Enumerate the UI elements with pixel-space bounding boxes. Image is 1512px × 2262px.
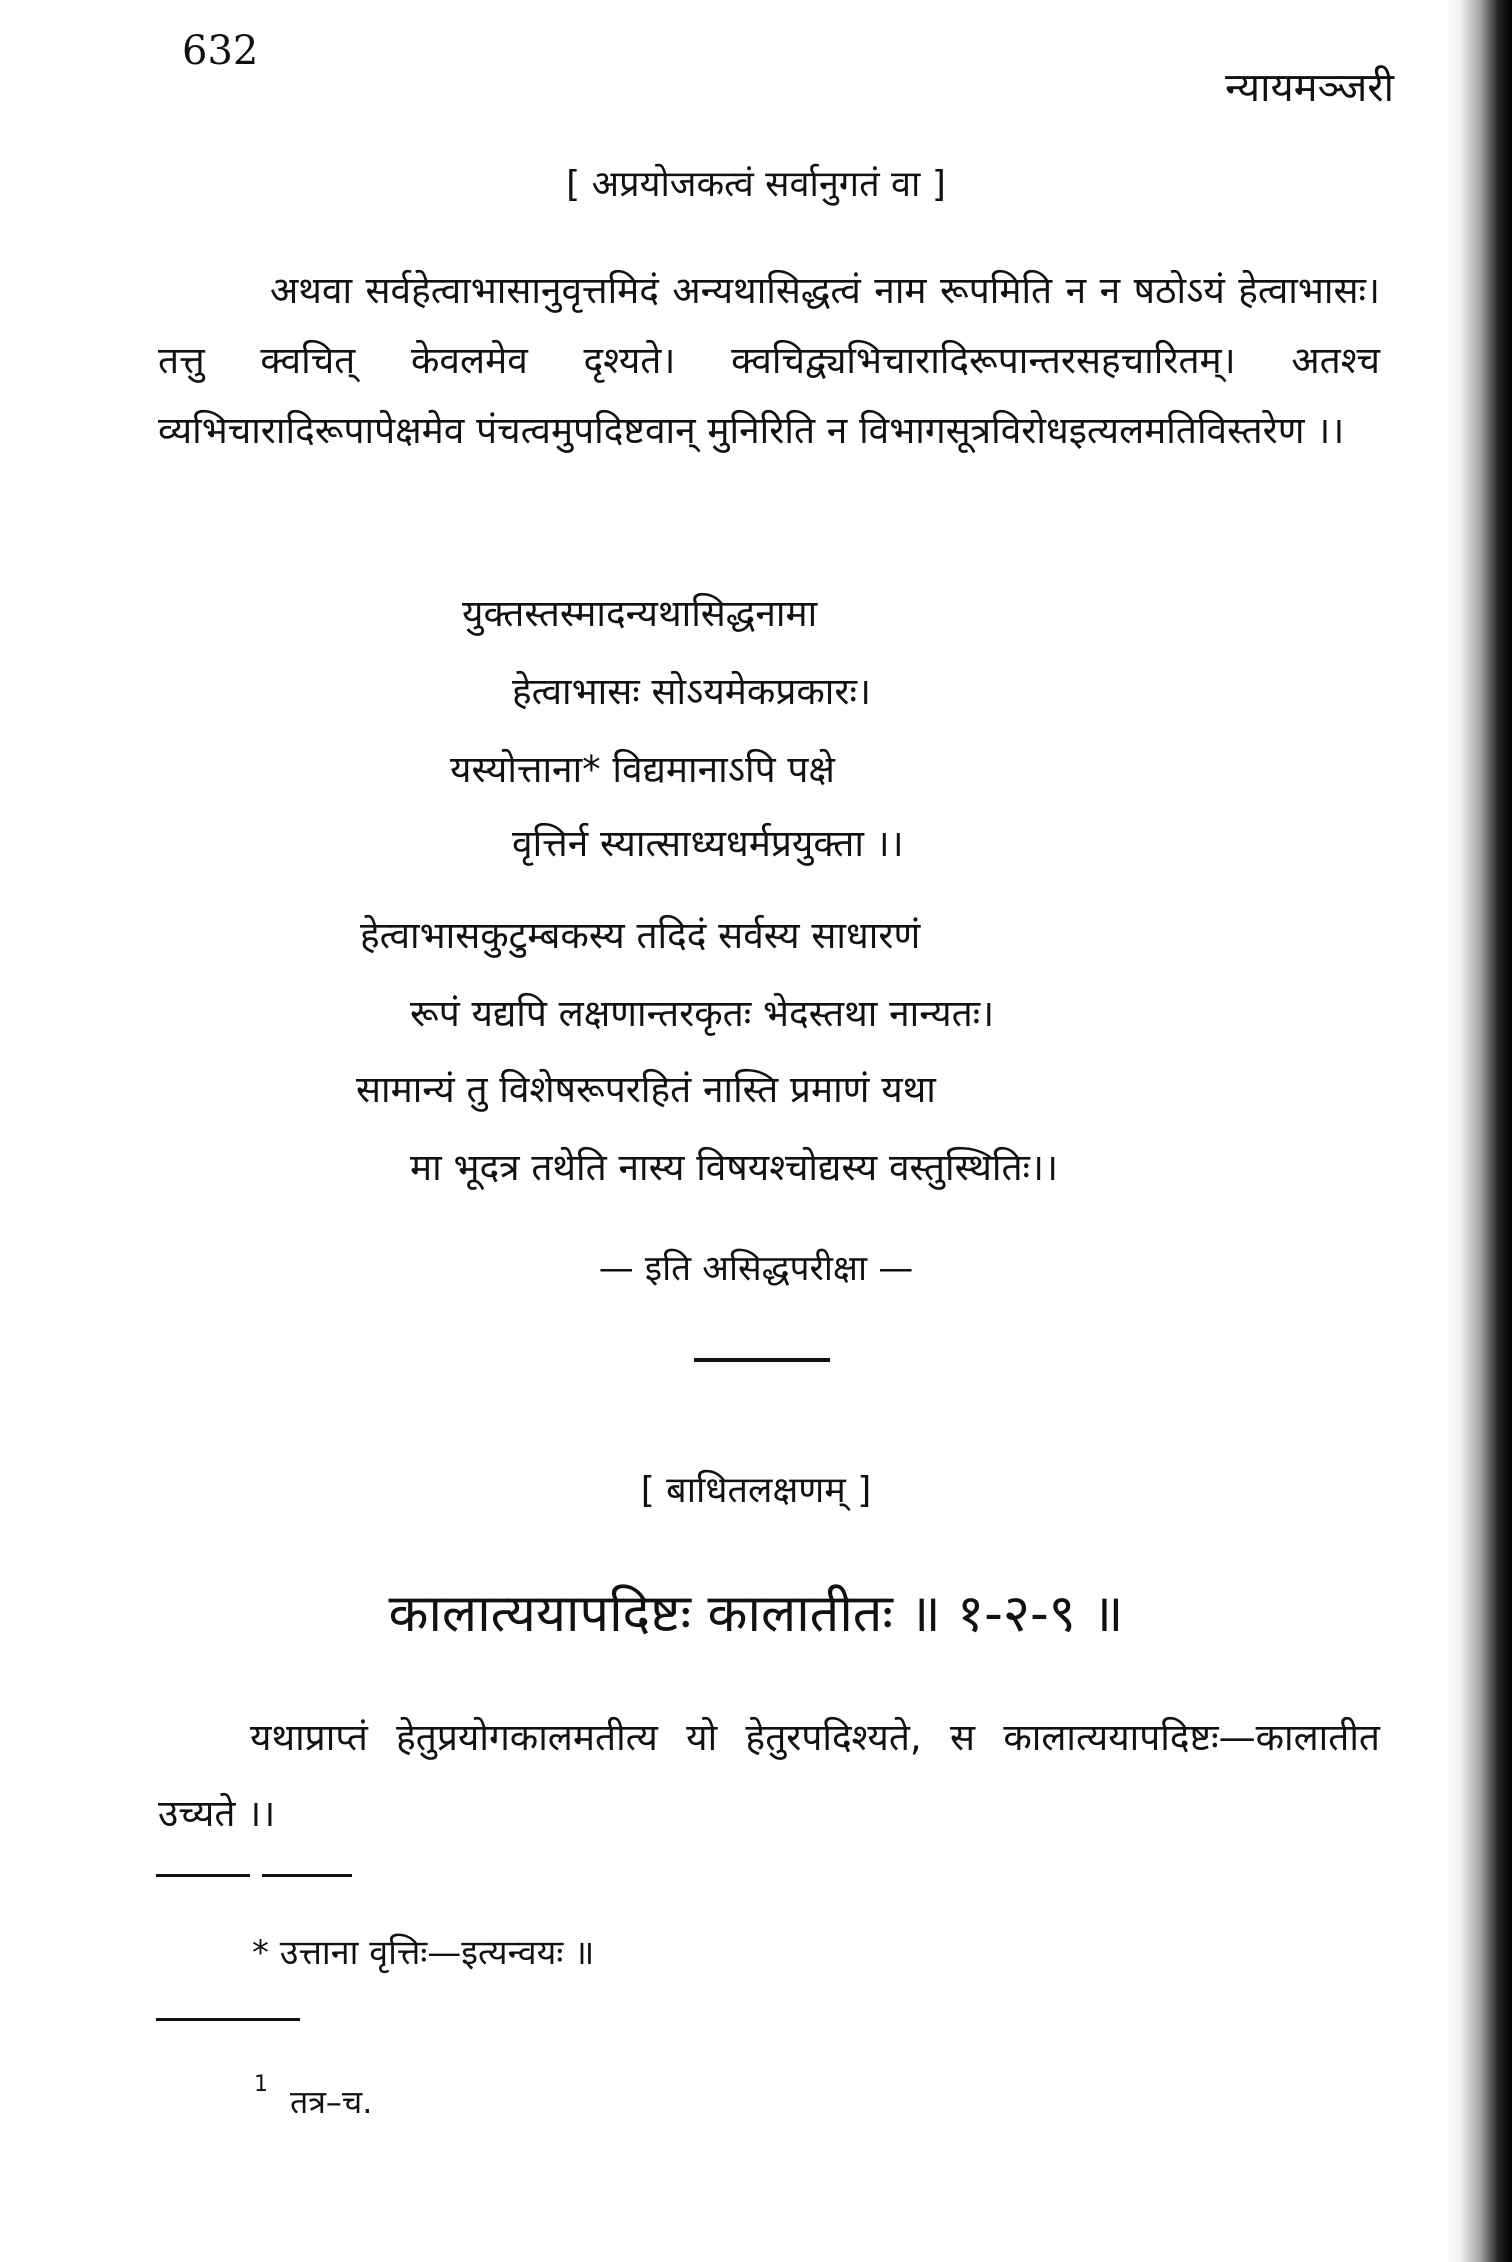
commentary-paragraph-2: यथाप्राप्तं हेतुप्रयोगकालमतीत्य यो हेतुरपदिश्यते, स कालात्ययापदिष्टः—कालातीत उच्यते ।। <box>158 1716 1380 1835</box>
footnote-numbered-text: तत्र–च. <box>290 2083 373 2121</box>
commentary-paragraph-1: अथवा सर्वहेत्वाभासानुवृत्तमिदं अन्यथासिद्धत्वं नाम रूपमिति न न षठोऽयं हेत्वाभासः। तत्तु क्वचित् केवलमेव दृश्यते। क्वचिद्व्यभिचारादिरूपान्तरसहचारितम्। अतश्च व्यभिचारादिरूपापेक्षमेव पंचत्वमुपदिष्टवान् मुनिरिति न विभागसूत्रविरोधइत्यलमतिविस्तरेण ।। <box>158 269 1380 452</box>
verse1-line-1: युक्तस्तस्मादन्यथासिद्धनामा <box>462 592 818 635</box>
verse1-line-2: हेत्वाभासः सोऽयमेकप्रकारः। <box>512 670 872 713</box>
sutra-line: कालात्ययापदिष्टः कालातीतः ॥ १-२-९ ॥ <box>388 1584 1124 1644</box>
footnote-rule-left <box>156 1874 250 1877</box>
running-title: न्यायमञ्जरी <box>1225 65 1394 111</box>
verse2-line-1: हेत्वाभासकुटुम्बकस्य तदिदं सर्वस्य साधारणं <box>360 914 921 957</box>
verse1-line-4: वृत्तिर्न स्यात्साध्यधर्मप्रयुक्ता ।। <box>512 822 904 865</box>
verse2-line-4: मा भूदत्र तथेति नास्य विषयश्चोद्यस्य वस्तुस्थितिः।। <box>410 1146 1059 1189</box>
section-heading-badhita: [ बाधितलक्षणम् ] <box>640 1470 872 1511</box>
section-divider <box>694 1358 830 1362</box>
book-spine-shadow <box>1446 0 1512 2262</box>
section-heading-aprayojakatva: [ अप्रयोजकत्वं सर्वानुगतं वा ] <box>566 164 946 205</box>
verse2-line-2: रूपं यद्यपि लक्षणान्तरकृतः भेदस्तथा नान्यतः। <box>410 992 995 1035</box>
verse1-line-3: यस्योत्ताना* विद्यमानाऽपि पक्षे <box>450 748 835 791</box>
section-colophon: — इति असिद्धपरीक्षा — <box>598 1249 914 1289</box>
footnote-number: 1 <box>254 2072 268 2097</box>
footnote-star: * उत्ताना वृत्तिः—इत्यन्वयः ॥ <box>252 1933 595 1973</box>
page-number: 632 <box>182 28 259 74</box>
verse2-line-3: सामान्यं तु विशेषरूपरहितं नास्ति प्रमाणं यथा <box>356 1068 936 1111</box>
footnote-rule-2 <box>156 2018 300 2021</box>
footnote-rule-right <box>262 1874 352 1877</box>
